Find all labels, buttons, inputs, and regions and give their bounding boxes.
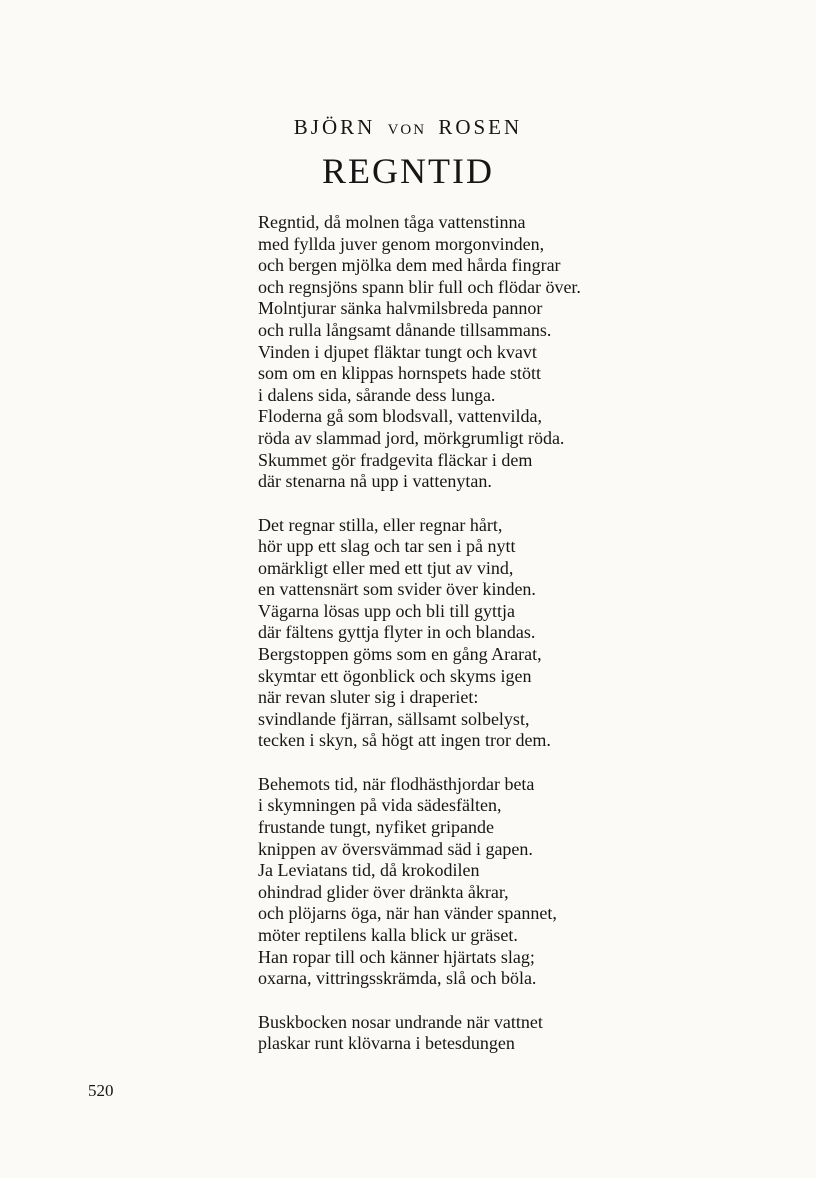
poem-line: Regntid, då molnen tåga vattenstinna — [258, 212, 526, 232]
poem-line: Det regnar stilla, eller regnar hårt, — [258, 514, 503, 535]
poem-line: Behemots tid, när flodhästhjordar beta — [258, 773, 535, 794]
poem-line: svindlande fjärran, sällsamt solbelyst, — [258, 708, 530, 729]
poem-line: Han ropar till och känner hjärtats slag; — [258, 946, 535, 967]
author-particle: VON — [387, 122, 427, 138]
poem-line: och plöjarns öga, när han vänder spannet, — [258, 903, 557, 924]
poem-line: skymtar ett ögonblick och skyms igen — [258, 665, 532, 686]
stanza-2 — [258, 515, 678, 753]
poem-line: Floderna gå som blodsvall, vattenvilda, — [258, 406, 542, 427]
poem-line: i dalens sida, sårande dess lunga. — [258, 384, 496, 405]
poem-line: omärkligt eller med ett tjut av vind, — [258, 557, 514, 578]
poem-line: och rulla långsamt dånande tillsammans. — [258, 319, 552, 340]
poem-line: med fyllda juver genom morgonvinden, — [258, 233, 545, 254]
poem-line: knippen av översvämmad säd i gapen. — [258, 838, 533, 859]
poem-body — [258, 212, 678, 1077]
poem-line: Buskbocken nosar undrande när vattnet — [258, 1011, 543, 1032]
author-name — [0, 114, 816, 143]
author-last-name: ROSEN — [438, 115, 523, 139]
poem-line: där fältens gyttja flyter in och blandas. — [258, 622, 536, 643]
poem-line: en vattensnärt som svider över kinden. — [258, 579, 536, 600]
poem-line: frustande tungt, nyfiket gripande — [258, 817, 494, 838]
poem-line: ohindrad glider över dränkta åkrar, — [258, 881, 509, 902]
poem-line: oxarna, vittringsskrämda, slå och böla. — [258, 968, 537, 989]
poem-line: Ja Leviatans tid, då krokodilen — [258, 860, 480, 881]
poem-line: när revan sluter sig i draperiet: — [258, 687, 479, 708]
poem-line: där stenarna nå upp i vattenytan. — [258, 471, 492, 492]
poem-line: Bergstoppen göms som en gång Ararat, — [258, 644, 542, 665]
poem-line: plaskar runt klövarna i betesdungen — [258, 1033, 515, 1054]
poem-title: REGNTID — [322, 151, 494, 191]
poem-line: i skymningen på vida sädesfälten, — [258, 795, 502, 816]
poem-line: möter reptilens kalla blick ur gräset. — [258, 925, 518, 945]
page-number: 520 — [88, 1081, 114, 1100]
poem-line: Molntjurar sänka halvmilsbreda pannor — [258, 298, 543, 319]
poem-line: och regnsjöns spann blir full och flödar över. — [258, 276, 581, 297]
poem-line: som om en klippas hornspets hade stött — [258, 363, 541, 384]
poem-line: hör upp ett slag och tar sen i på nytt — [258, 536, 516, 557]
poem-line: röda av slammad jord, mörkgrumligt röda. — [258, 427, 565, 448]
stanza-3 — [258, 774, 678, 990]
poem-line: Vägarna lösas upp och bli till gyttja — [258, 600, 515, 621]
poem-line: och bergen mjölka dem med hårda fingrar — [258, 255, 561, 276]
poem-line: Vinden i djupet fläktar tungt och kvavt — [258, 341, 537, 362]
poem-line: tecken i skyn, så högt att ingen tror dem. — [258, 730, 551, 751]
poem-line: Skummet gör fradgevita fläckar i dem — [258, 449, 533, 470]
stanza-1 — [258, 212, 678, 493]
stanza-4 — [258, 1012, 678, 1055]
author-first-name: BJÖRN — [293, 115, 376, 139]
